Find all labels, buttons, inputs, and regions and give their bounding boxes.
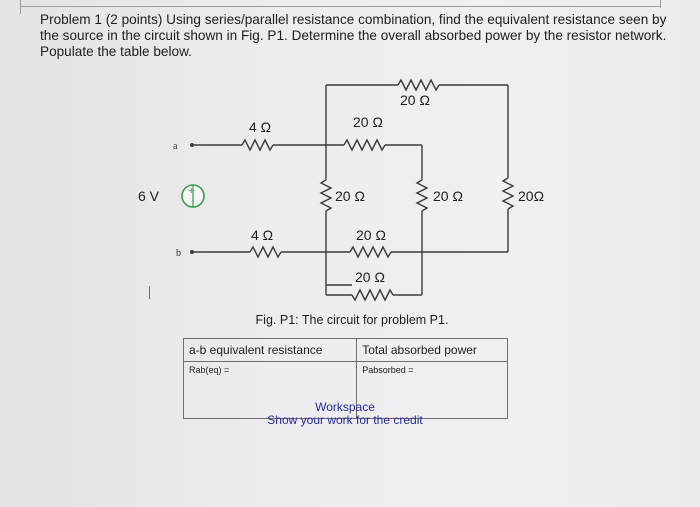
workspace-heading — [250, 401, 440, 427]
node-b-dot — [190, 250, 194, 254]
node-a-label: a — [173, 141, 178, 152]
workspace-subtitle: Show your work for the credit — [267, 413, 423, 427]
problem-statement: Problem 1 (2 points) Using series/parallel resistance combination, find the equivalent resistance seen by the source in the circuit shown in Fig. P1. Determine the overall absorbed power by the resistor network. Populate the table below. — [40, 12, 667, 59]
source-polarity: + — [188, 185, 195, 197]
table-header-resistance: a-b equivalent resistance — [184, 339, 357, 362]
r-bottom-left-label: 4 Ω — [251, 227, 274, 243]
r-vert-2-label: 20 Ω — [433, 188, 463, 204]
node-b-label: b — [176, 248, 181, 259]
power-cell[interactable]: Pabsorbed = — [357, 362, 508, 419]
resistor-bottom-left — [250, 247, 281, 257]
resistor-top-left — [242, 140, 273, 150]
resistor-top-right — [398, 80, 439, 90]
resistor-vert-3 — [503, 178, 513, 209]
workspace-title: Workspace — [315, 400, 375, 414]
r-top-left-label: 4 Ω — [249, 119, 272, 135]
r-top-right-label: 20 Ω — [400, 92, 430, 108]
resistor-top-mid — [344, 140, 385, 150]
r-top-mid-label: 20 Ω — [353, 114, 383, 130]
figure-caption: Fig. P1: The circuit for problem P1. — [255, 313, 449, 327]
resistor-bottom-low — [352, 290, 393, 300]
table-header-power: Total absorbed power — [357, 339, 508, 362]
r-bottom-low-label: 20 Ω — [355, 269, 385, 285]
resistance-cell[interactable]: Rab(eq) = — [184, 362, 357, 419]
resistor-vert-1 — [321, 180, 331, 211]
resistor-bottom-mid — [350, 247, 391, 257]
node-a-dot — [190, 143, 194, 147]
r-bottom-mid-label: 20 Ω — [356, 227, 386, 243]
source-label: 6 V — [138, 188, 160, 204]
resistor-vert-2 — [417, 180, 427, 211]
r-vert-3-label: 20Ω — [518, 188, 545, 204]
r-vert-1-label: 20 Ω — [335, 188, 365, 204]
